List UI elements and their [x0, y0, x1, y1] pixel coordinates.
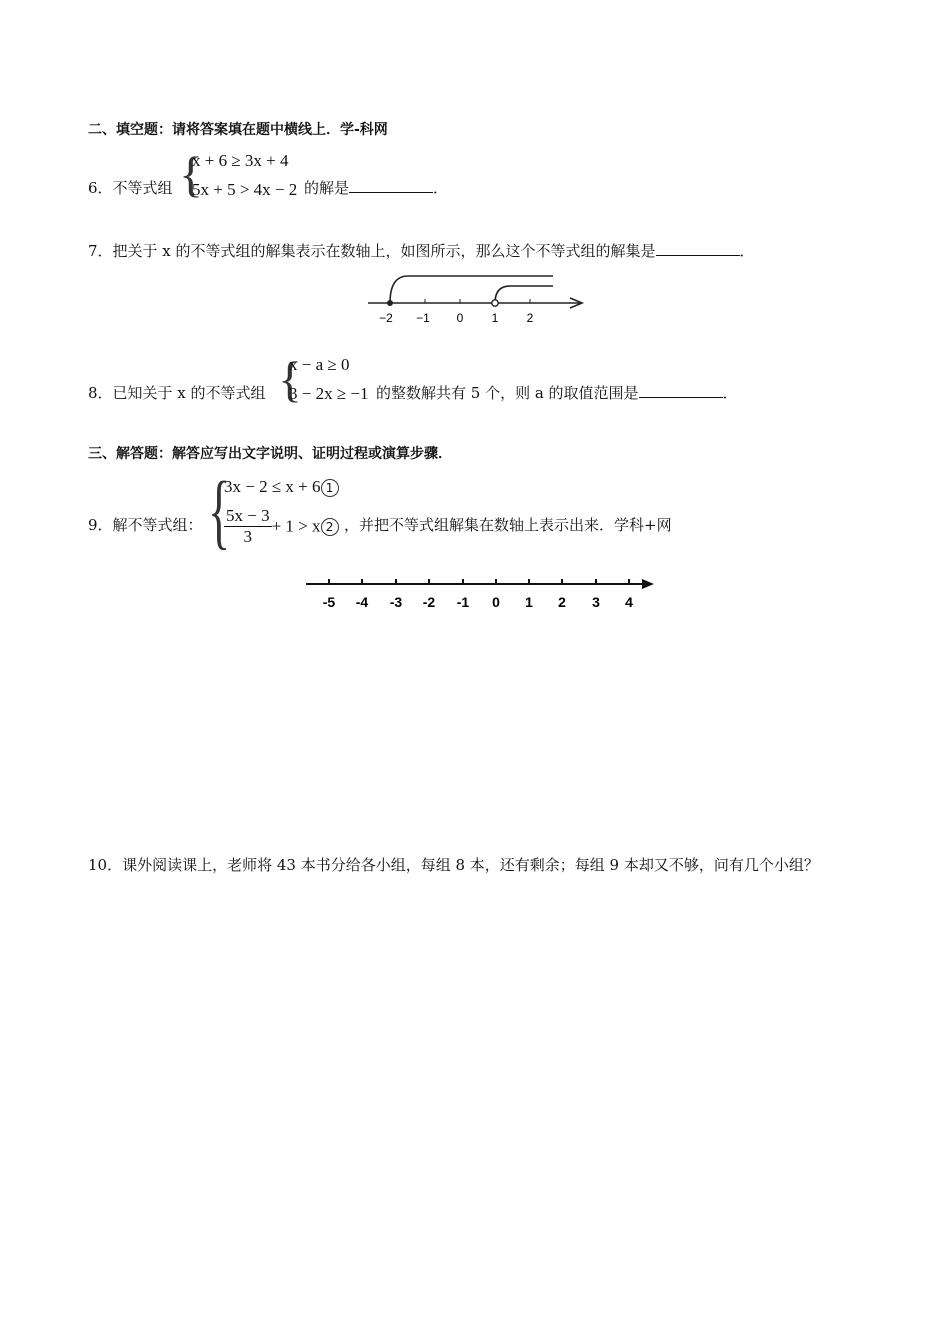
q9-label--5: -5 [322, 594, 336, 610]
q6-answer-blank[interactable] [349, 178, 433, 193]
q9-brace: { [208, 465, 231, 558]
q7-label-neg1: −1 [416, 311, 430, 325]
q9-mark-1: 1 [321, 479, 339, 497]
q8-end: ． [722, 384, 738, 402]
q9-inequality-2 [224, 506, 339, 547]
q9-prefix: 9．解不等式组： [88, 516, 203, 534]
q9-inequality-1-text: 3x − 2 ≤ x + 6 [224, 477, 321, 496]
q7-number-line [360, 268, 600, 328]
q6-number-and-prefix [88, 177, 173, 198]
q8-brace: { [278, 351, 302, 407]
q8-answer-blank[interactable] [639, 383, 723, 398]
q7-end: ． [739, 242, 755, 260]
q6-brace: { [179, 146, 203, 202]
q9-fraction-denominator: 3 [243, 527, 253, 546]
q9-label-1: 1 [525, 594, 533, 610]
q9-label-2: 2 [558, 594, 566, 610]
q6-suffix: 的解是 [304, 179, 350, 197]
q9-label-3: 3 [592, 594, 600, 610]
q8-suffix-line [376, 382, 738, 403]
q6-inequality-1: x + 6 ≥ 3x + 4 [192, 151, 289, 170]
q9-label--1: -1 [456, 594, 470, 610]
q7-label-0: 0 [456, 311, 464, 325]
q9-fraction-numerator: 5x − 3 [226, 506, 270, 525]
q7-solution-ray-a [390, 276, 553, 303]
q7-text: 7．把关于 x 的不等式组的解集表示在数轴上，如图所示，那么这个不等式组的解集是 [88, 242, 656, 260]
q8-prefix: 8．已知关于 x 的不等式组 [88, 384, 266, 402]
section-3-heading: 三、解答题：解答应写出文字说明、证明过程或演算步骤． [88, 446, 452, 462]
q9-label--3: -3 [389, 594, 403, 610]
q9-mark-2: 2 [321, 518, 339, 536]
q7-closed-point [387, 300, 393, 306]
q6-inequality-2: 5x + 5 > 4x − 2 [192, 180, 298, 199]
q7-line [88, 240, 755, 261]
q9-axis-arrow [642, 579, 654, 589]
section-2-heading: 二、填空题：请将答案填在题中横线上．学-科网 [88, 122, 388, 138]
q9-label-0: 0 [492, 594, 500, 610]
q9-label--4: -4 [355, 594, 369, 610]
q8-inequality-1: x − a ≥ 0 [289, 355, 350, 374]
q9-label-4: 4 [625, 594, 633, 610]
q9-number-line [300, 572, 660, 616]
q7-answer-blank[interactable] [656, 241, 740, 256]
q7-label-1: 1 [491, 311, 499, 325]
q9-fraction [224, 506, 272, 547]
q10-text: 10．课外阅读课上，老师将 43 本书分给各小组，每组 8 本，还有剩余；每组 9 本却又不够，问有几个小组？ [88, 856, 819, 874]
q7-label-2: 2 [526, 311, 534, 325]
q9-inequality-1 [224, 477, 339, 497]
q6-number: 6． [88, 179, 113, 197]
q8-suffix: 的整数解共有 5 个，则 a 的取值范围是 [376, 384, 639, 402]
q7-solution-ray-b [495, 286, 553, 303]
q9-label--2: -2 [422, 594, 436, 610]
q6-prefix: 不等式组 [112, 179, 173, 197]
q8-inequality-2: 3 − 2x ≥ −1 [289, 384, 369, 403]
q9-inequality-2-rest: + 1 > x [271, 516, 321, 536]
q6-suffix-line [304, 177, 448, 198]
q7-open-point [492, 300, 498, 306]
q7-label-neg2: −2 [379, 311, 393, 325]
q9-suffix: ，并把不等式组解集在数轴上表示出来．学科+网 [344, 516, 672, 534]
q6-end: ． [433, 179, 449, 197]
